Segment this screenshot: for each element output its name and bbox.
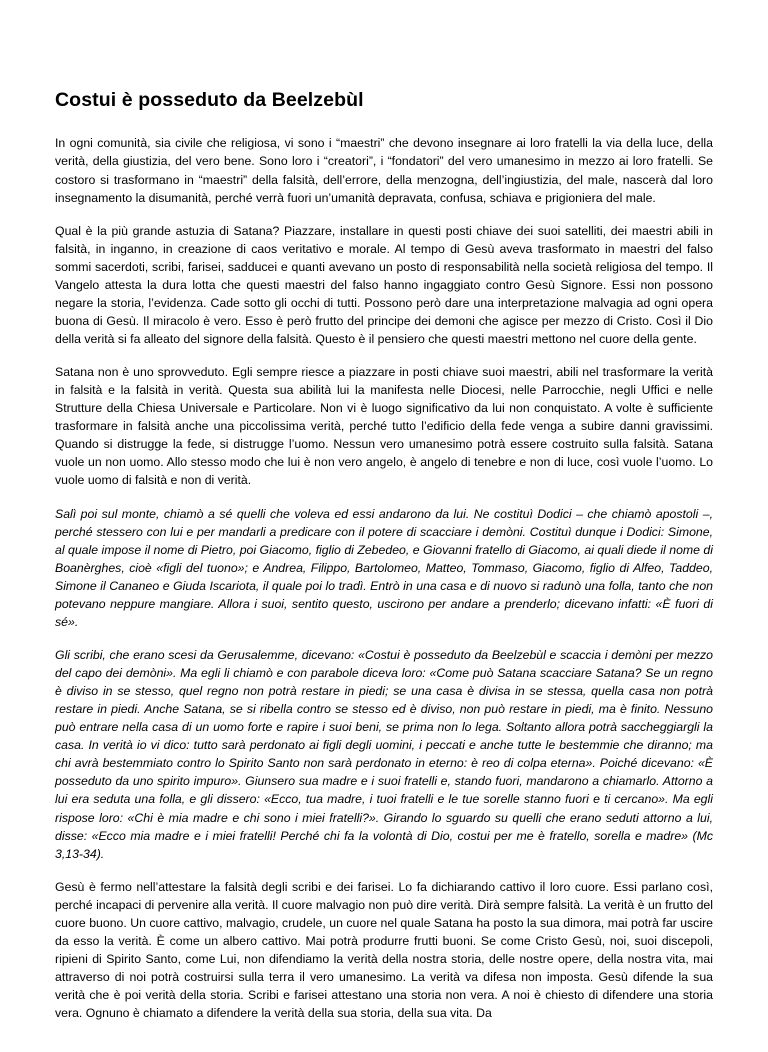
document-body [55,134,713,1022]
page-title: Costui è posseduto da Beelzebùl [55,89,364,111]
paragraph: In ogni comunità, sia civile che religiosa, vi sono i “maestri” che devono insegnare ai loro fratelli la via della luce, della verità, della giustizia, del vero bene. Sono loro i “creatori”, i “fondatori” del vero umanesimo in mezzo ai loro fratelli. Se costoro si trasformano in “maestri” della falsità, dell’errore, della menzogna, dell’ingiustizia, del male, nascerà dal loro insegnamento la disumanità, perché verrà fuori un’umanità depravata, confusa, schiava e prigioniera del male. [55,136,713,205]
paragraph: Gesù è fermo nell’attestare la falsità degli scribi e dei farisei. Lo fa dichiarando cattivo il loro cuore. Essi parlano così, perché incapaci di pervenire alla verità. Il cuore malvagio non può dire verità. Dirà sempre falsità. La verità è un frutto del cuore buono. Un cuore cattivo, malvagio, crudele, un cuore nel quale Satana ha posto la sua dimora, mai potrà far uscire da esso la verità. È come un albero cattivo. Mai potrà produrre frutti buoni. Se come Cristo Gesù, noi, suoi discepoli, ripieni di Spirito Santo, come Lui, non difendiamo la verità della nostra storia, delle nostre opere, della nostra vita, mai attraverso di noi potrà costruirsi sulla terra il vero umanesimo. La verità va difesa non imposta. Gesù difende la sua verità che è poi verità della storia. Scribi e farisei attestano una storia non vera. A noi è chiesto di difendere una storia vera. Ognuno è chiamato a difendere la verità della sua storia, della sua vita. Da [55,879,713,1021]
paragraph: Qual è la più grande astuzia di Satana? Piazzare, installare in questi posti chiave dei suoi satelliti, dei maestri abili in falsità, in inganno, in creazione di caos veritativo e morale. Al tempo di Gesù aveva trasformato in maestri del falso sommi sacerdoti, scribi, farisei, sadducei e quanti avevano un posto di responsabilità nella società religiosa del tempo. Il Vangelo attesta la dura lotta che questi maestri del falso hanno ingaggiato contro Gesù Signore. Essi non possono negare la storia, l’evidenza. Cade sotto gli occhi di tutti. Possono però dare una interpretazione malvagia ad ogni opera buona di Gesù. Il miracolo è vero. Esso è però frutto del principe dei demoni che agisce per mezzo di Cristo. Così il Dio della verità si fa alleato del signore della falsità. Questo è il pensiero che questi maestri mettono nel cuore della gente. [55,223,713,346]
scripture-quote-paragraph: Gli scribi, che erano scesi da Gerusalemme, dicevano: «Costui è posseduto da Beelzebùl e scaccia i demòni per mezzo del capo dei demòni». Ma egli li chiamò e con parabole diceva loro: «Come può Satana scacciare Satana? Se un regno è diviso in se stesso, quel regno non potrà restare in piedi; se una casa è divisa in se stessa, quella casa non potrà restare in piedi. Anche Satana, se si ribella contro se stesso ed è diviso, non può restare in piedi, ma è finito. Nessuno può entrare nella casa di un uomo forte e rapire i suoi beni, se prima non lo lega. Soltanto allora potrà saccheggiargli la casa. In verità io vi dico: tutto sarà perdonato ai figli degli uomini, i peccati e anche tutte le bestemmie che diranno; ma chi avrà bestemmiato contro lo Spirito Santo non sarà perdonato in eterno: è reo di colpa eterna». Poiché dicevano: «È posseduto da uno spirito impuro». Giunsero sua madre e i suoi fratelli e, stando fuori, mandarono a chiamarlo. Attorno a lui era seduta una folla, e gli dissero: «Ecco, tua madre, i tuoi fratelli e le tue sorelle stanno fuori e ti cercano». Ma egli rispose loro: «Chi è mia madre e chi sono i miei fratelli?». Girando lo sguardo su quelli che erano seduti attorno a lui, disse: «Ecco mia madre e i miei fratelli! Perché chi fa la volontà di Dio, costui per me è fratello, sorella e madre» (Mc 3,13-34). [55,647,713,861]
paragraph: Satana non è uno sprovveduto. Egli sempre riesce a piazzare in posti chiave suoi maestri, abili nel trasformare la verità in falsità e la falsità in verità. Questa sua abilità lui la manifesta nelle Diocesi, nelle Parrocchie, negli Uffici e nelle Strutture della Chiesa Universale e Particolare. Non vi è luogo significativo da lui non conquistato. A volte è sufficiente trasformare in falsità anche una piccolissima verità, perché tutto l’edificio della fede venga a subire danni gravissimi. Quando si distrugge la fede, si distrugge l’uomo. Nessun vero umanesimo potrà essere costruito sulla falsità. Satana vuole un non uomo. Allo stesso modo che lui è non vero angelo, è angelo di tenebre e non di luce, così vuole l’uomo. Lo vuole uomo di falsità e non di verità. [55,365,713,488]
scripture-quote-paragraph: Salì poi sul monte, chiamò a sé quelli che voleva ed essi andarono da lui. Ne costituì Dodici – che chiamò apostoli –, perché stessero con lui e per mandarli a predicare con il potere di scacciare i demòni. Costituì dunque i Dodici: Simone, al quale impose il nome di Pietro, poi Giacomo, figlio di Zebedeo, e Giovanni fratello di Giacomo, ai quali diede il nome di Boanèrghes, cioè «figli del tuono»; e Andrea, Filippo, Bartolomeo, Matteo, Tommaso, Giacomo, figlio di Alfeo, Taddeo, Simone il Cananeo e Giuda Iscariota, il quale poi lo tradì. Entrò in una casa e di nuovo si radunò una folla, tanto che non potevano neppure mangiare. Allora i suoi, sentito questo, uscirono per andare a prenderlo; dicevano infatti: «È fuori di sé». [55,506,713,629]
